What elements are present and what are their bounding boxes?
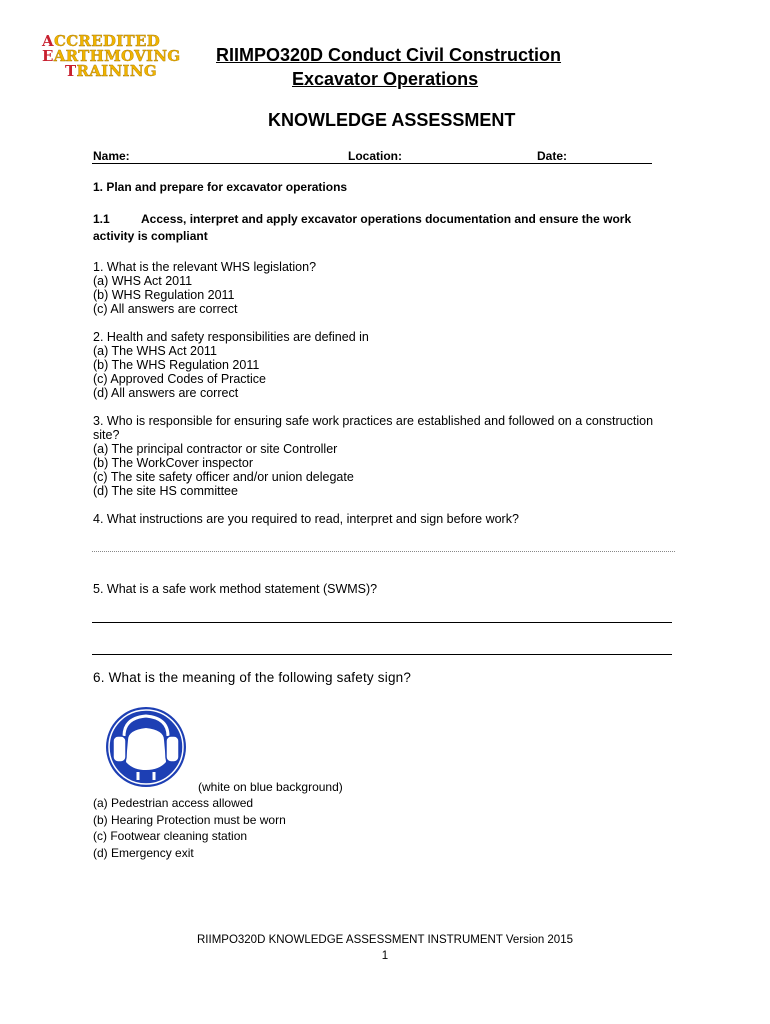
answer-option: (a) The principal contractor or site Controller	[93, 442, 338, 456]
answer-option: (a) WHS Act 2011	[93, 274, 193, 288]
answer-option: (c) The site safety officer and/or union delegate	[93, 470, 354, 484]
question-text-line2: site?	[93, 428, 120, 442]
logo-word-earthmoving: ARTHMOVING	[53, 47, 181, 65]
date-field-label: Date:	[537, 149, 568, 163]
subsection-text-line1: Access, interpret and apply excavator operations documentation and ensure the work	[141, 212, 632, 226]
question-3	[93, 414, 653, 498]
logo-initial-t: T	[65, 62, 77, 80]
question-6-text: 6. What is the meaning of the following safety sign?	[93, 670, 412, 685]
question-5-text: 5. What is a safe work method statement (SWMS)?	[93, 582, 378, 596]
answer-option: (a) Pedestrian access allowed	[93, 796, 254, 810]
logo-initial-e: E	[42, 47, 54, 65]
company-logo	[42, 34, 181, 79]
answer-option: (d) All answers are correct	[93, 386, 239, 400]
question-4-text: 4. What instructions are you required to read, interpret and sign before work?	[93, 512, 519, 526]
name-field-label: Name:	[93, 149, 130, 163]
question-text: 2. Health and safety responsibilities are defined in	[93, 330, 369, 344]
header-fields-underline	[92, 163, 652, 164]
answer-option: (c) Approved Codes of Practice	[93, 372, 266, 386]
answer-option: (b) Hearing Protection must be worn	[93, 812, 286, 827]
question-text: 1. What is the relevant WHS legislation?	[93, 260, 317, 274]
answer-line[interactable]	[92, 551, 675, 552]
answer-option: (c) Footwear cleaning station	[93, 829, 248, 843]
assessment-heading: KNOWLEDGE ASSESSMENT	[268, 110, 516, 130]
question-2	[93, 330, 369, 400]
hearing-protection-sign-icon	[93, 706, 199, 788]
subsection-number: 1.1	[93, 212, 110, 226]
question-6-options	[93, 795, 286, 861]
answer-option: (d) Emergency exit	[93, 845, 194, 860]
document-title-line1: RIIMPO320D Conduct Civil Construction	[216, 45, 562, 65]
answer-option: (b) WHS Regulation 2011	[93, 288, 235, 302]
footer-instrument: RIIMPO320D KNOWLEDGE ASSESSMENT INSTRUMENT Version 2015	[197, 934, 573, 946]
logo-initial-a: A	[42, 32, 54, 50]
answer-line[interactable]	[92, 622, 672, 623]
subsection-text-line2: activity is compliant	[93, 229, 208, 243]
answer-option: (c) All answers are correct	[93, 302, 238, 316]
document-title-line2: Excavator Operations	[292, 69, 479, 89]
answer-option: (b) The WHS Regulation 2011	[93, 358, 260, 372]
logo-word-training: RAINING	[76, 62, 157, 80]
question-1	[93, 260, 316, 316]
location-field-label: Location:	[348, 149, 402, 163]
page-number: 1	[381, 950, 389, 962]
answer-option: (b) The WorkCover inspector	[93, 456, 254, 470]
sign-caption: (white on blue background)	[198, 780, 343, 794]
section-heading: 1. Plan and prepare for excavator operations	[93, 180, 348, 194]
logo-word-accredited: CCREDITED	[53, 32, 161, 50]
question-text-line1: 3. Who is responsible for ensuring safe work practices are established and followed on a construction	[93, 414, 654, 428]
answer-option: (d) The site HS committee	[93, 484, 238, 498]
answer-option: (a) The WHS Act 2011	[93, 344, 217, 358]
answer-line[interactable]	[92, 654, 672, 655]
